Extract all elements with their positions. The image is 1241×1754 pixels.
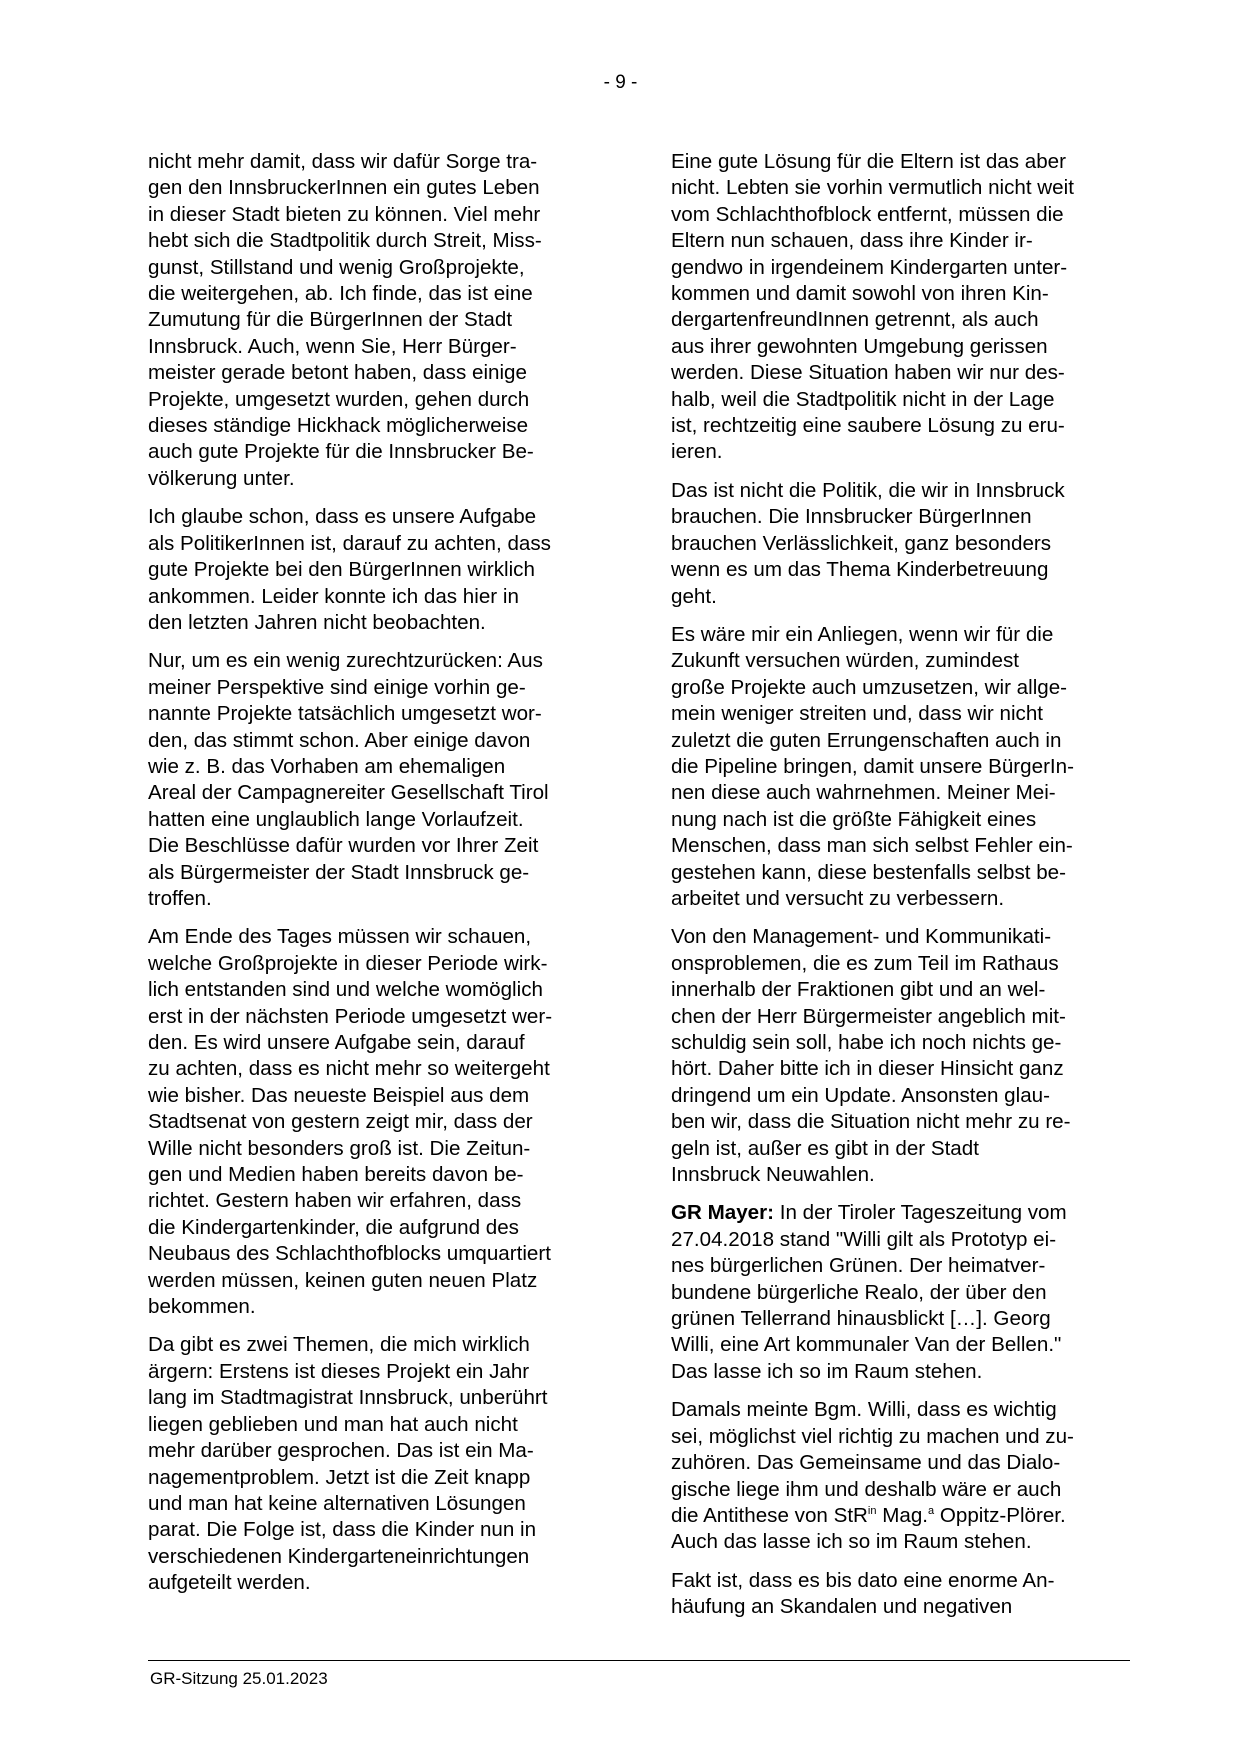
text-line: nicht. Lebten sie vorhin vermutlich nicht weit xyxy=(671,176,1074,200)
superscript: a xyxy=(928,1505,935,1518)
text-line: gendwo in irgendeinem Kindergarten unter- xyxy=(671,255,1068,279)
text-line: troffen. xyxy=(148,886,212,910)
text-line: geht. xyxy=(671,584,717,608)
text-segment: die Antithese von StR xyxy=(671,1503,868,1527)
text-line: Das ist nicht die Politik, die wir in Innsbruck xyxy=(671,478,1065,502)
text-line: den letzten Jahren nicht beobachten. xyxy=(148,610,486,634)
text-line: gunst, Stillstand und wenig Großprojekte, xyxy=(148,255,525,279)
paragraph xyxy=(671,478,1127,610)
text-line: Willi, eine Art kommunaler Van der Bellen." xyxy=(671,1333,1062,1357)
text-line: und man hat keine alternativen Lösungen xyxy=(148,1491,526,1515)
text-line: Zukunft versuchen würden, zumindest xyxy=(671,649,1019,673)
text-line: große Projekte auch umzusetzen, wir allge- xyxy=(671,675,1068,699)
text-line: zuhören. Das Gemeinsame und das Dialo- xyxy=(671,1451,1061,1475)
text-line: die Pipeline bringen, damit unsere BürgerIn- xyxy=(671,754,1074,778)
text-line: dieses ständige Hickhack möglicherweise xyxy=(148,414,529,438)
text-line: Wille nicht besonders groß ist. Die Zeitun- xyxy=(148,1136,531,1160)
text-line: halb, weil die Stadtpolitik nicht in der Lage xyxy=(671,387,1055,411)
text-line: ieren. xyxy=(671,440,723,464)
text-line: den. Es wird unsere Aufgabe sein, darauf xyxy=(148,1031,525,1054)
text-line: in dieser Stadt bieten zu können. Viel mehr xyxy=(148,202,541,226)
text-line: vom Schlachthofblock entfernt, müssen die xyxy=(671,202,1064,226)
text-line: Am Ende des Tages müssen wir schauen, xyxy=(148,925,532,949)
text-line: werden müssen, keinen guten neuen Platz xyxy=(148,1268,538,1292)
text-line: gen den InnsbruckerInnen ein gutes Leben xyxy=(148,176,540,200)
paragraph xyxy=(148,648,604,912)
text-line: nes bürgerlichen Grünen. Der heimatver- xyxy=(671,1254,1046,1278)
text-line: parat. Die Folge ist, dass die Kinder nun in xyxy=(148,1518,537,1542)
text-line: nen diese auch wahrnehmen. Meiner Mei- xyxy=(671,781,1056,805)
superscript: in xyxy=(867,1505,877,1518)
speaker-name: GR Mayer: xyxy=(671,1201,774,1225)
text-line: wie bisher. Das neueste Beispiel aus dem xyxy=(148,1083,530,1107)
text-line: meister gerade betont haben, dass einige xyxy=(148,361,527,385)
text-line: Nur, um es ein wenig zurechtzurücken: Aus xyxy=(148,649,543,673)
text-line: Menschen, dass man sich selbst Fehler ein- xyxy=(671,834,1073,858)
text-line: den, das stimmt schon. Aber einige davon xyxy=(148,728,531,752)
text-line: nagementproblem. Jetzt ist die Zeit knapp xyxy=(148,1465,531,1489)
text-line: gen und Medien haben bereits davon be- xyxy=(148,1163,524,1187)
text-line: Da gibt es zwei Themen, die mich wirklich xyxy=(148,1333,530,1357)
text-line: schuldig sein soll, habe ich noch nichts ge- xyxy=(671,1031,1062,1054)
text-line: liegen geblieben und man hat auch nicht xyxy=(148,1412,518,1436)
text-line: brauchen. Die Innsbrucker BürgerInnen xyxy=(671,505,1032,529)
text-line: wie z. B. das Vorhaben am ehemaligen xyxy=(148,754,506,778)
text-line: als PolitikerInnen ist, darauf zu achten, dass xyxy=(148,531,551,555)
text-line: brauchen Verlässlichkeit, ganz besonders xyxy=(671,531,1052,555)
text-line: aufgeteilt werden. xyxy=(148,1571,311,1595)
text-line: die Kindergartenkinder, die aufgrund des xyxy=(148,1215,519,1239)
text-line: zu achten, dass es nicht mehr so weitergeht xyxy=(148,1057,550,1081)
text-line: richtet. Gestern haben wir erfahren, dass xyxy=(148,1189,522,1213)
text-line: Damals meinte Bgm. Willi, dass es wichtig xyxy=(671,1398,1057,1422)
text-line: auch gute Projekte für die Innsbrucker Be- xyxy=(148,440,534,464)
text-line: bekommen. xyxy=(148,1295,256,1319)
text-line: arbeitet und versucht zu verbessern. xyxy=(671,886,1005,910)
text-line: erst in der nächsten Periode umgesetzt wer- xyxy=(148,1004,553,1028)
text-line: Fakt ist, dass es bis dato eine enorme An- xyxy=(671,1568,1055,1592)
text-line: Es wäre mir ein Anliegen, wenn wir für die xyxy=(671,622,1054,646)
text-line: hört. Daher bitte ich in dieser Hinsicht ganz xyxy=(671,1057,1064,1081)
text-line: hatten eine unglaublich lange Vorlaufzeit. xyxy=(148,807,524,831)
text-line: Innsbruck. Auch, wenn Sie, Herr Bürger- xyxy=(148,334,517,358)
text-segment: Mag. xyxy=(876,1503,928,1527)
footer-divider xyxy=(148,1660,1130,1661)
text-line: die weitergehen, ab. Ich finde, das ist eine xyxy=(148,282,533,306)
text-line: häufung an Skandalen und negativen xyxy=(671,1595,1013,1619)
text-line-rest: In der Tiroler Tageszeitung vom xyxy=(774,1201,1067,1225)
text-line: dergartenfreundInnen getrennt, als auch xyxy=(671,308,1039,332)
text-line: chen der Herr Bürgermeister angeblich mit- xyxy=(671,1004,1066,1028)
text-line: nicht mehr damit, dass wir dafür Sorge tra- xyxy=(148,150,538,173)
text-line: völkerung unter. xyxy=(148,466,295,490)
text-line: als Bürgermeister der Stadt Innsbruck ge- xyxy=(148,860,530,884)
text-line: Zumutung für die BürgerInnen der Stadt xyxy=(148,308,513,332)
text-line: Innsbruck Neuwahlen. xyxy=(671,1163,875,1187)
text-line: geln ist, außer es gibt in der Stadt xyxy=(671,1136,979,1160)
text-line: Projekte, umgesetzt wurden, gehen durch xyxy=(148,387,530,411)
left-column xyxy=(148,149,604,1609)
text-line: Auch das lasse ich so im Raum stehen. xyxy=(671,1530,1032,1554)
text-line: mehr darüber gesprochen. Das ist ein Ma- xyxy=(148,1439,534,1463)
text-line: verschiedenen Kindergarteneinrichtungen xyxy=(148,1544,530,1568)
text-line: Stadtsenat von gestern zeigt mir, dass der xyxy=(148,1110,533,1134)
text-line xyxy=(671,1200,1127,1226)
text-line: onsproblemen, die es zum Teil im Rathaus xyxy=(671,951,1059,975)
text-line: bundene bürgerliche Realo, der über den xyxy=(671,1280,1047,1304)
text-line: ärgern: Erstens ist dieses Projekt ein Jahr xyxy=(148,1359,530,1383)
right-column xyxy=(671,149,1127,1633)
paragraph xyxy=(671,924,1127,1188)
text-line: kommen und damit sowohl von ihren Kin- xyxy=(671,282,1049,306)
paragraph xyxy=(671,149,1127,466)
text-line: innerhalb der Fraktionen gibt und an wel- xyxy=(671,978,1046,1002)
text-line: aus ihrer gewohnten Umgebung gerissen xyxy=(671,334,1048,358)
text-line: Neubaus des Schlachthofblocks umquartiert xyxy=(148,1242,551,1266)
speaker-paragraph xyxy=(671,1200,1127,1385)
paragraph xyxy=(148,504,604,636)
text-line: zuletzt die guten Errungenschaften auch in xyxy=(671,728,1062,752)
text-segment: Oppitz-Plörer. xyxy=(934,1503,1066,1527)
text-line: Ich glaube schon, dass es unsere Aufgabe xyxy=(148,505,537,529)
text-line: nannte Projekte tatsächlich umgesetzt wor- xyxy=(148,702,542,726)
page-number: - 9 - xyxy=(603,72,638,93)
text-line: dringend um ein Update. Ansonsten glau- xyxy=(671,1083,1050,1107)
text-line: Die Beschlüsse dafür wurden vor Ihrer Zeit xyxy=(148,834,539,858)
text-line: nung nach ist die größte Fähigkeit eines xyxy=(671,807,1037,831)
paragraph xyxy=(148,1332,604,1596)
text-line: lang im Stadtmagistrat Innsbruck, unberührt xyxy=(148,1386,548,1410)
text-line xyxy=(671,1503,1127,1529)
text-line: Von den Management- und Kommunikati- xyxy=(671,925,1052,949)
text-line: 27.04.2018 stand "Willi gilt als Prototyp ei- xyxy=(671,1227,1057,1251)
text-line: Das lasse ich so im Raum stehen. xyxy=(671,1359,983,1383)
text-line: mein weniger streiten und, dass wir nicht xyxy=(671,702,1044,726)
text-line: sei, möglichst viel richtig zu machen und zu- xyxy=(671,1424,1074,1448)
text-line: ist, rechtzeitig eine saubere Lösung zu eru- xyxy=(671,414,1065,438)
paragraph xyxy=(671,622,1127,912)
text-line: ankommen. Leider konnte ich das hier in xyxy=(148,584,519,608)
text-line: meiner Perspektive sind einige vorhin ge- xyxy=(148,675,526,699)
paragraph xyxy=(671,1568,1127,1621)
text-line: wenn es um das Thema Kinderbetreuung xyxy=(671,558,1049,582)
paragraph xyxy=(671,1397,1127,1555)
text-line: lich entstanden sind und welche womöglich xyxy=(148,978,543,1002)
text-line: werden. Diese Situation haben wir nur des- xyxy=(671,361,1065,385)
text-line: Areal der Campagnereiter Gesellschaft Tirol xyxy=(148,781,549,805)
text-line: welche Großprojekte in dieser Periode wirk- xyxy=(148,951,548,975)
text-line: gute Projekte bei den BürgerInnen wirklich xyxy=(148,558,535,582)
paragraph xyxy=(148,149,604,492)
text-line: Eltern nun schauen, dass ihre Kinder ir- xyxy=(671,229,1033,253)
text-line: grünen Tellerrand hinausblickt […]. Georg xyxy=(671,1307,1051,1331)
text-line: gestehen kann, diese bestenfalls selbst be- xyxy=(671,860,1066,884)
footer-text: GR-Sitzung 25.01.2023 xyxy=(150,1669,328,1688)
text-line: gische liege ihm und deshalb wäre er auch xyxy=(671,1477,1062,1501)
text-line: Eine gute Lösung für die Eltern ist das aber xyxy=(671,150,1066,173)
paragraph xyxy=(148,924,604,1320)
text-line: hebt sich die Stadtpolitik durch Streit, Miss- xyxy=(148,229,542,253)
text-line: ben wir, dass die Situation nicht mehr zu re- xyxy=(671,1110,1071,1134)
